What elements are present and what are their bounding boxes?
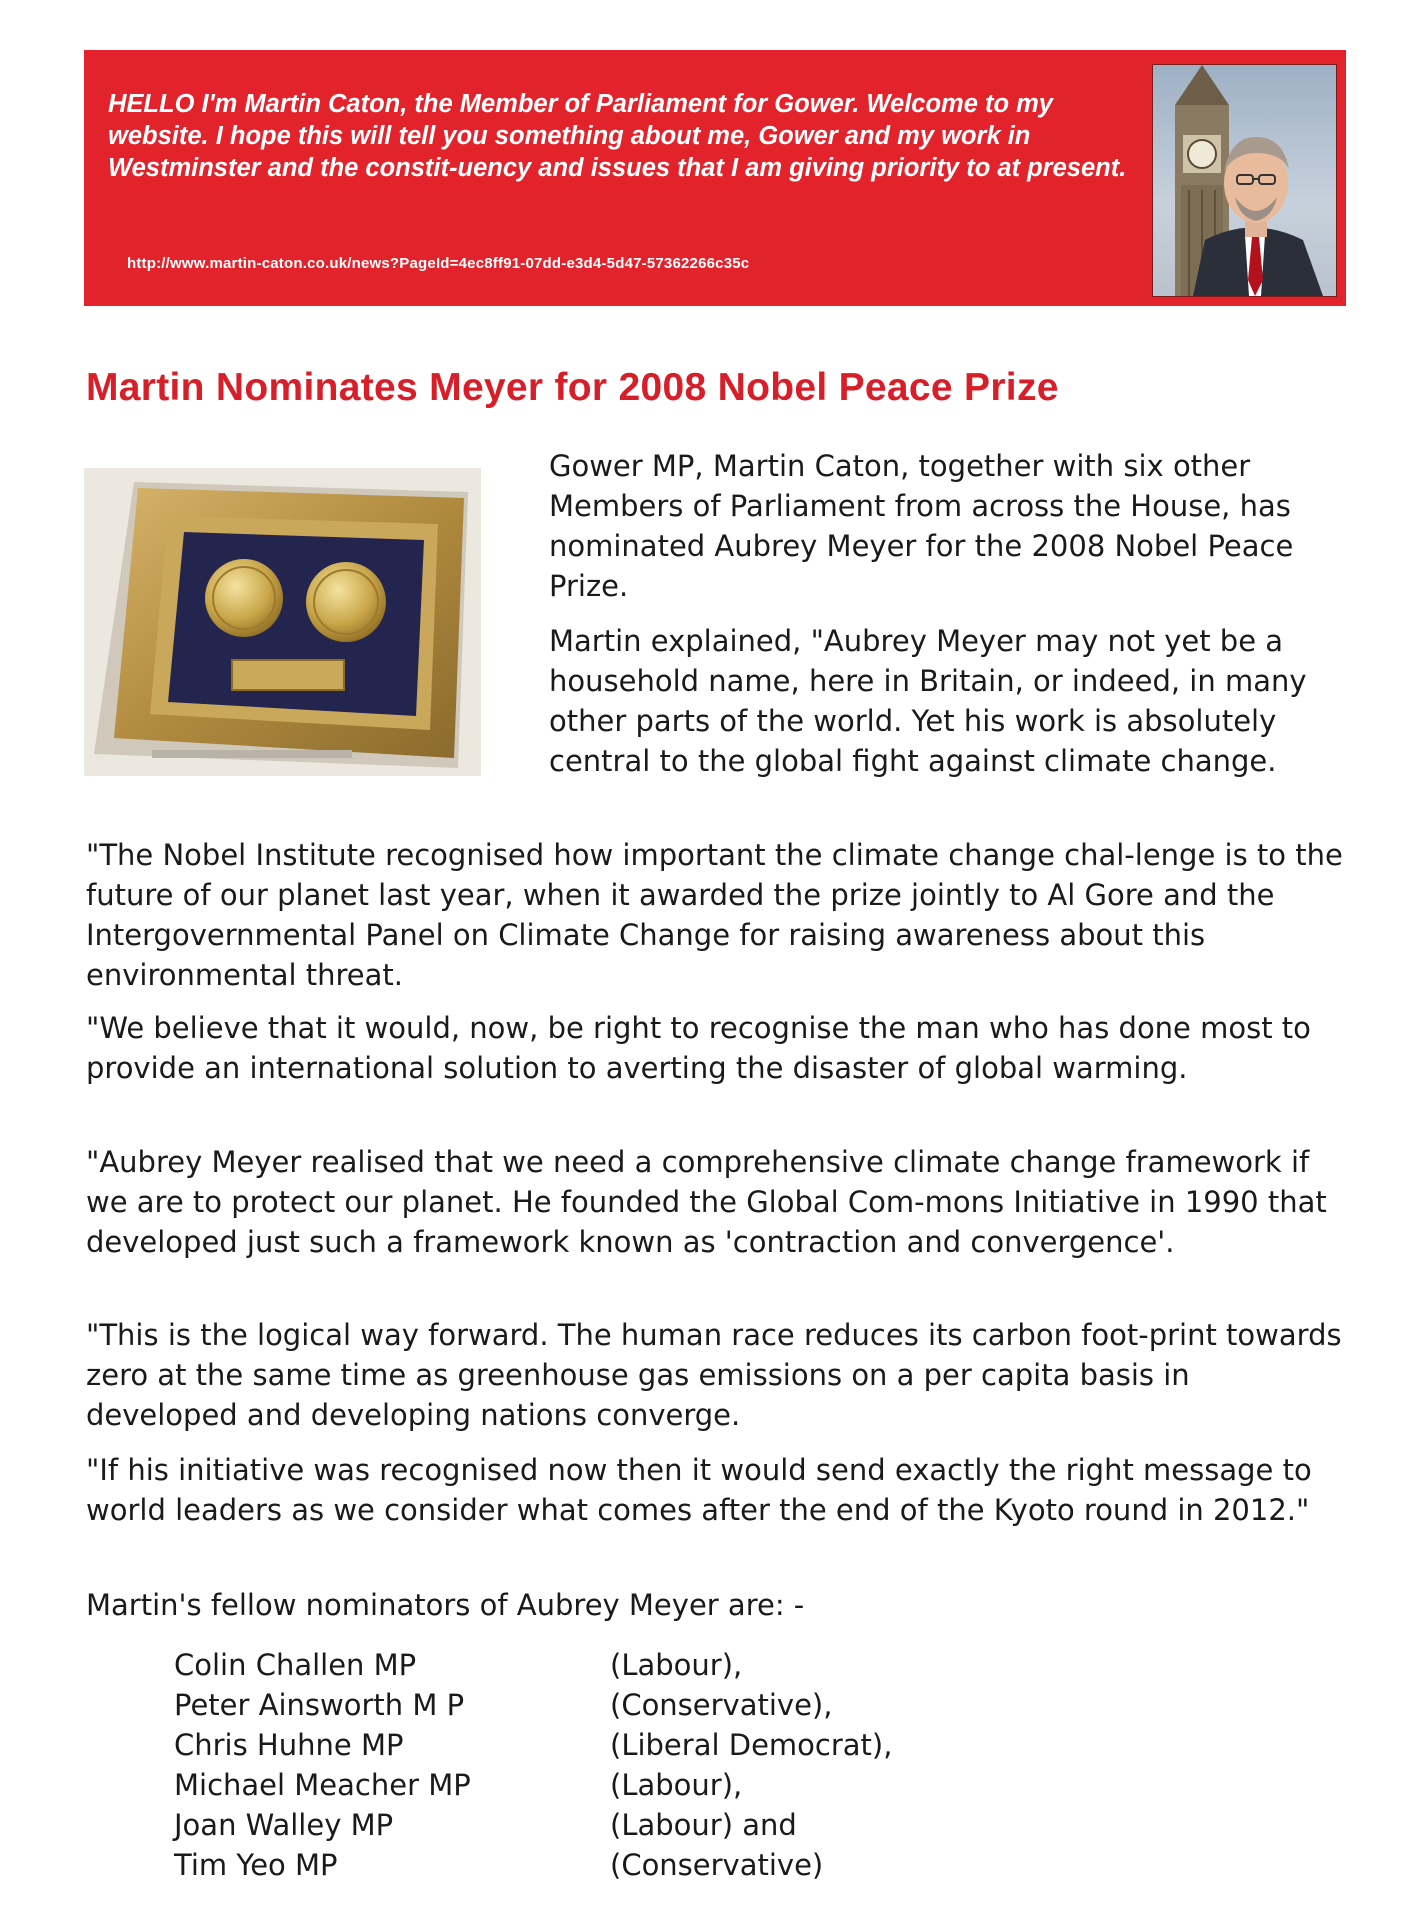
nominator-party: (Labour) and <box>610 1808 797 1842</box>
nominator-party: (Liberal Democrat), <box>610 1728 893 1762</box>
portrait-illustration <box>1153 65 1336 296</box>
framed-medals-photo <box>84 468 481 776</box>
mp-portrait <box>1152 64 1337 297</box>
nominator-name: Tim Yeo MP <box>174 1848 338 1882</box>
logical-way-paragraph: "This is the logical way forward. The human race reduces its carbon foot-print towards zero at the same time as greenhouse gas emissions on a per capita basis in developed and developing nations converge. <box>86 1318 1342 1432</box>
nominator-name: Chris Huhne MP <box>174 1728 404 1762</box>
nominator-name: Colin Challen MP <box>174 1648 417 1682</box>
nobel-institute-paragraph: "The Nobel Institute recognised how important the climate change chal-lenge is to the future of our planet last year, when it awarded the prize jointly to Al Gore and the Intergovernmental Panel on Climate Change for raising awareness about this environmental threat. <box>86 838 1343 992</box>
nominators-intro: Martin's fellow nominators of Aubrey Meyer are: - <box>86 1588 805 1622</box>
nominator-name: Joan Walley MP <box>174 1808 394 1842</box>
nominator-row <box>174 1685 892 1725</box>
framed-medals-illustration <box>84 468 481 776</box>
nominator-name: Peter Ainsworth M P <box>174 1688 465 1722</box>
nominator-name: Michael Meacher MP <box>174 1768 471 1802</box>
nominator-party: (Conservative), <box>610 1688 833 1722</box>
nominator-row <box>174 1725 892 1765</box>
nominator-party: (Conservative) <box>610 1848 824 1882</box>
kyoto-paragraph: "If his initiative was recognised now then it would send exactly the right message to world leaders as we consider what comes after the end of the Kyoto round in 2012." <box>86 1453 1312 1527</box>
intro-paragraph: Gower MP, Martin Caton, together with six other Members of Parliament from across the House, has nominated Aubrey Meyer for the 2008 Nobel Peace Prize. <box>549 449 1294 603</box>
nominator-row <box>174 1805 892 1845</box>
welcome-text: HELLO I'm Martin Caton, the Member of Parliament for Gower. Welcome to my website. I hope this will tell you something about me, Gower and my work in Westminster and the constit-uency and issues that I am giving priority to at present. <box>108 90 1127 182</box>
explanation-paragraph: Martin explained, "Aubrey Meyer may not yet be a household name, here in Britain, or indeed, in many other parts of the world. Yet his work is absolutely central to the global fight against climate change. <box>549 624 1307 778</box>
framework-paragraph: "Aubrey Meyer realised that we need a comprehensive climate change framework if we are to protect our planet. He founded the Global Com-mons Initiative in 1990 that developed just such a framework known as 'contraction and convergence'. <box>86 1145 1327 1259</box>
recognition-paragraph: "We believe that it would, now, be right to recognise the man who has done most to provide an international solution to averting the disaster of global warming. <box>86 1011 1311 1085</box>
nominator-row <box>174 1645 892 1685</box>
source-url: http://www.martin-caton.co.uk/news?PageId=4ec8ff91-07dd-e3d4-5d47-57362266c35c <box>127 255 750 272</box>
article-headline: Martin Nominates Meyer for 2008 Nobel Peace Prize <box>86 366 1059 409</box>
welcome-banner <box>84 50 1346 306</box>
nominator-row <box>174 1765 892 1805</box>
nominators-list <box>174 1645 892 1885</box>
nominator-party: (Labour), <box>610 1648 743 1682</box>
nominator-party: (Labour), <box>610 1768 743 1802</box>
nominator-row <box>174 1845 892 1885</box>
